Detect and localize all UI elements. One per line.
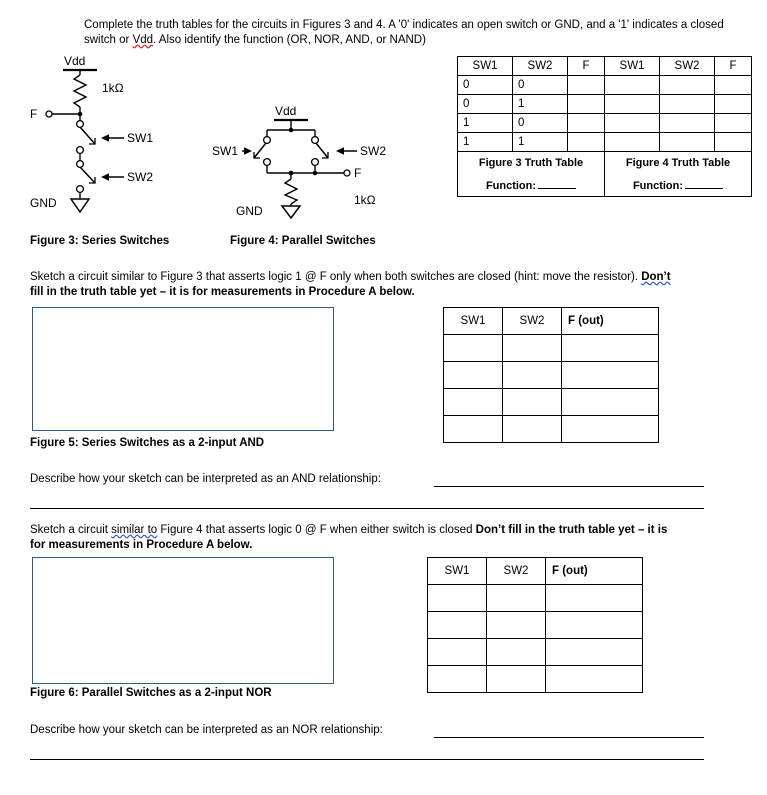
fig6-r2-sw1[interactable] [428, 639, 487, 666]
nor-prompt-text-part2: Figure 4 that asserts logic 0 @ F when either switch is closed [157, 524, 476, 536]
fig5-r1-sw2[interactable] [503, 362, 562, 389]
fig4-r3-sw2[interactable] [660, 133, 715, 152]
figure3-sw1-label: SW1 [127, 131, 154, 145]
and-answer-line-2[interactable] [30, 508, 704, 509]
header-sw2-left: SW2 [513, 57, 568, 76]
table-row [444, 416, 659, 443]
figure3-caption: Figure 3: Series Switches [30, 235, 170, 247]
and-section-prompt [30, 270, 710, 300]
figure3-ground-symbol [71, 199, 89, 212]
figure4-sw2-contact-top [312, 137, 319, 144]
and-describe-prompt: Describe how your sketch can be interpreted as an AND relationship: [30, 473, 381, 485]
figure3-f-label: F [30, 107, 38, 121]
header-sw1-right: SW1 [605, 57, 660, 76]
fig5-r2-sw2[interactable] [503, 389, 562, 416]
truth-table-titles-row [458, 152, 752, 175]
table-row [428, 666, 643, 693]
intro-text-part1: Complete the truth tables for the circuits in Figures 3 and 4. A '0' indicates an open switch or GND, and a '1' indicates a closed switch or [84, 19, 724, 46]
figure4-sw1-contact-bottom [264, 159, 271, 166]
table-row [458, 76, 752, 95]
fig4-r3-f[interactable] [715, 133, 752, 152]
figure4-sw2-blade [316, 143, 328, 158]
fig6-r1-fout[interactable] [546, 612, 643, 639]
fig4-r0-sw1[interactable] [605, 76, 660, 95]
figure4-caption: Figure 4: Parallel Switches [230, 235, 376, 247]
figure4-sw1-contact-top [264, 137, 271, 144]
intro-spellcheck-word: Vdd [132, 34, 154, 46]
fig6-r0-fout[interactable] [546, 585, 643, 612]
nor-section-prompt [30, 523, 710, 553]
fig5-r1-fout[interactable] [562, 362, 659, 389]
fig6-r3-fout[interactable] [546, 666, 643, 693]
figure4-sw2-contact-bottom [312, 159, 319, 166]
figure3-sw2-contact-top [77, 161, 84, 168]
table-row [428, 612, 643, 639]
figure3-sw1-blade [80, 127, 95, 144]
combined-truth-table [457, 56, 752, 197]
nor-prompt-grammar-word: similar to [111, 524, 158, 536]
fig4-r0-f[interactable] [715, 76, 752, 95]
and-prompt-bold-line2: fill in the truth table yet – it is for measurements in Procedure A below. [30, 286, 415, 298]
fig4-r1-f[interactable] [715, 95, 752, 114]
fig3-r2-sw2: 0 [513, 114, 568, 133]
figure4-resistor-value: 1kΩ [354, 193, 376, 207]
table-header-row [428, 558, 643, 585]
nor-describe-prompt: Describe how your sketch can be interpreted as an NOR relationship: [30, 724, 383, 736]
fig3-r1-sw2: 1 [513, 95, 568, 114]
fig3-r0-sw1: 0 [458, 76, 513, 95]
figure6-caption: Figure 6: Parallel Switches as a 2-input NOR [30, 687, 272, 699]
figure3-f-terminal [46, 111, 52, 117]
table-row [458, 95, 752, 114]
fig4-r1-sw2[interactable] [660, 95, 715, 114]
fig3-r0-sw2: 0 [513, 76, 568, 95]
fig3-r2-sw1: 1 [458, 114, 513, 133]
figure3-truth-table-title: Figure 3 Truth Table [458, 152, 605, 175]
table-row [458, 114, 752, 133]
and-prompt-text: Sketch a circuit similar to Figure 3 that asserts logic 1 @ F only when both switches are closed (hint: move the resistor). [30, 271, 642, 283]
table-header-row [444, 308, 659, 335]
figure3-resistor-value: 1kΩ [102, 81, 124, 95]
fig5-r3-fout[interactable] [562, 416, 659, 443]
figure3-sw1-contact-bottom [77, 147, 84, 154]
figure4-ground-symbol [282, 206, 300, 218]
and-answer-line-1[interactable] [434, 486, 704, 487]
and-prompt-dont-word: Don’t [641, 271, 671, 283]
figure3-gnd-label: GND [30, 196, 57, 210]
fig6-r0-sw2[interactable] [487, 585, 546, 612]
fig6-header-sw2: SW2 [487, 558, 546, 585]
figure4-function-blank[interactable] [685, 179, 723, 189]
truth-table-header-row [458, 57, 752, 76]
header-f-right: F [715, 57, 752, 76]
figure4-gnd-label: GND [236, 204, 263, 218]
top-truth-tables [457, 56, 752, 197]
figure3-resistor [74, 75, 86, 107]
nor-answer-line-2[interactable] [30, 759, 704, 760]
table-row [428, 639, 643, 666]
table-row [458, 133, 752, 152]
figure4-vdd-label: Vdd [275, 104, 297, 118]
table-row [444, 335, 659, 362]
figure4-function-cell[interactable] [605, 174, 752, 197]
nor-prompt-bold-line1: Don’t fill in the truth table yet – it is [475, 524, 668, 536]
fig5-r3-sw2[interactable] [503, 416, 562, 443]
fig3-r1-sw1: 0 [458, 95, 513, 114]
truth-table-function-row [458, 174, 752, 197]
fig5-header-fout: F (out) [562, 308, 659, 335]
fig6-r2-fout[interactable] [546, 639, 643, 666]
figure3-sw1-contact-top [77, 121, 84, 128]
figure6-sketch-area[interactable] [32, 557, 334, 684]
figure4-sw1-label: SW1 [212, 144, 239, 158]
fig5-r0-sw2[interactable] [503, 335, 562, 362]
fig5-r2-sw1[interactable] [444, 389, 503, 416]
fig6-r0-sw1[interactable] [428, 585, 487, 612]
figure4-sw2-label: SW2 [360, 144, 387, 158]
fig6-r3-sw1[interactable] [428, 666, 487, 693]
header-sw1-left: SW1 [458, 57, 513, 76]
figure3-sw2-contact-bottom [77, 186, 84, 193]
figure5-caption: Figure 5: Series Switches as a 2-input AND [30, 437, 265, 449]
figure6-truth-table [427, 557, 643, 693]
fig4-r2-f[interactable] [715, 114, 752, 133]
fig4-r1-sw1[interactable] [605, 95, 660, 114]
table-row [444, 389, 659, 416]
header-sw2-right: SW2 [660, 57, 715, 76]
fig4-r2-sw1[interactable] [605, 114, 660, 133]
figure4-resistor [285, 179, 297, 204]
figure5-truth-table [443, 307, 659, 443]
intro-text-part2: . Also identify the function (OR, NOR, AND, or NAND) [153, 34, 426, 46]
figure4-svg [212, 98, 402, 223]
intro-paragraph [84, 18, 744, 48]
fig3-r3-f[interactable] [568, 133, 605, 152]
fig6-r1-sw2[interactable] [487, 612, 546, 639]
nor-prompt-text-part1: Sketch a circuit [30, 524, 112, 536]
fig6-r2-sw2[interactable] [487, 639, 546, 666]
figure4-sw1-blade [254, 143, 266, 158]
fig5-r0-fout[interactable] [562, 335, 659, 362]
fig3-r3-sw2: 1 [513, 133, 568, 152]
fig3-r0-f[interactable] [568, 76, 605, 95]
fig6-header-fout: F (out) [546, 558, 643, 585]
fig5-r3-sw1[interactable] [444, 416, 503, 443]
figure4-f-label: F [354, 166, 362, 180]
figure5-sketch-area[interactable] [32, 307, 334, 431]
figure4-function-label: Function: [632, 179, 684, 192]
nor-answer-line-1[interactable] [434, 737, 704, 738]
figure3-function-label: Function: [485, 179, 537, 192]
figure4-circuit-diagram [212, 98, 402, 223]
figure3-function-cell[interactable] [458, 174, 605, 197]
figure3-sw2-blade [80, 167, 95, 183]
fig4-r2-sw2[interactable] [660, 114, 715, 133]
figure3-svg [30, 52, 215, 222]
fig3-r1-f[interactable] [568, 95, 605, 114]
fig6-header-sw1: SW1 [428, 558, 487, 585]
fig5-r0-sw1[interactable] [444, 335, 503, 362]
table-row [428, 585, 643, 612]
fig5-r2-fout[interactable] [562, 389, 659, 416]
fig4-r3-sw1[interactable] [605, 133, 660, 152]
figure3-circuit-diagram [30, 52, 215, 222]
table-row [444, 362, 659, 389]
figure4-truth-table-title: Figure 4 Truth Table [605, 152, 752, 175]
figure4-f-terminal [344, 170, 350, 176]
fig5-header-sw2: SW2 [503, 308, 562, 335]
fig6-r3-sw2[interactable] [487, 666, 546, 693]
fig3-r3-sw1: 1 [458, 133, 513, 152]
fig4-r0-sw2[interactable] [660, 76, 715, 95]
fig5-r1-sw1[interactable] [444, 362, 503, 389]
figure3-vdd-label: Vdd [64, 54, 86, 68]
nor-prompt-bold-line2: for measurements in Procedure A below. [30, 539, 253, 551]
figure3-function-blank[interactable] [538, 179, 576, 189]
fig6-r1-sw1[interactable] [428, 612, 487, 639]
header-f-left: F [568, 57, 605, 76]
figure3-sw2-label: SW2 [127, 170, 154, 184]
fig3-r2-f[interactable] [568, 114, 605, 133]
fig5-header-sw1: SW1 [444, 308, 503, 335]
